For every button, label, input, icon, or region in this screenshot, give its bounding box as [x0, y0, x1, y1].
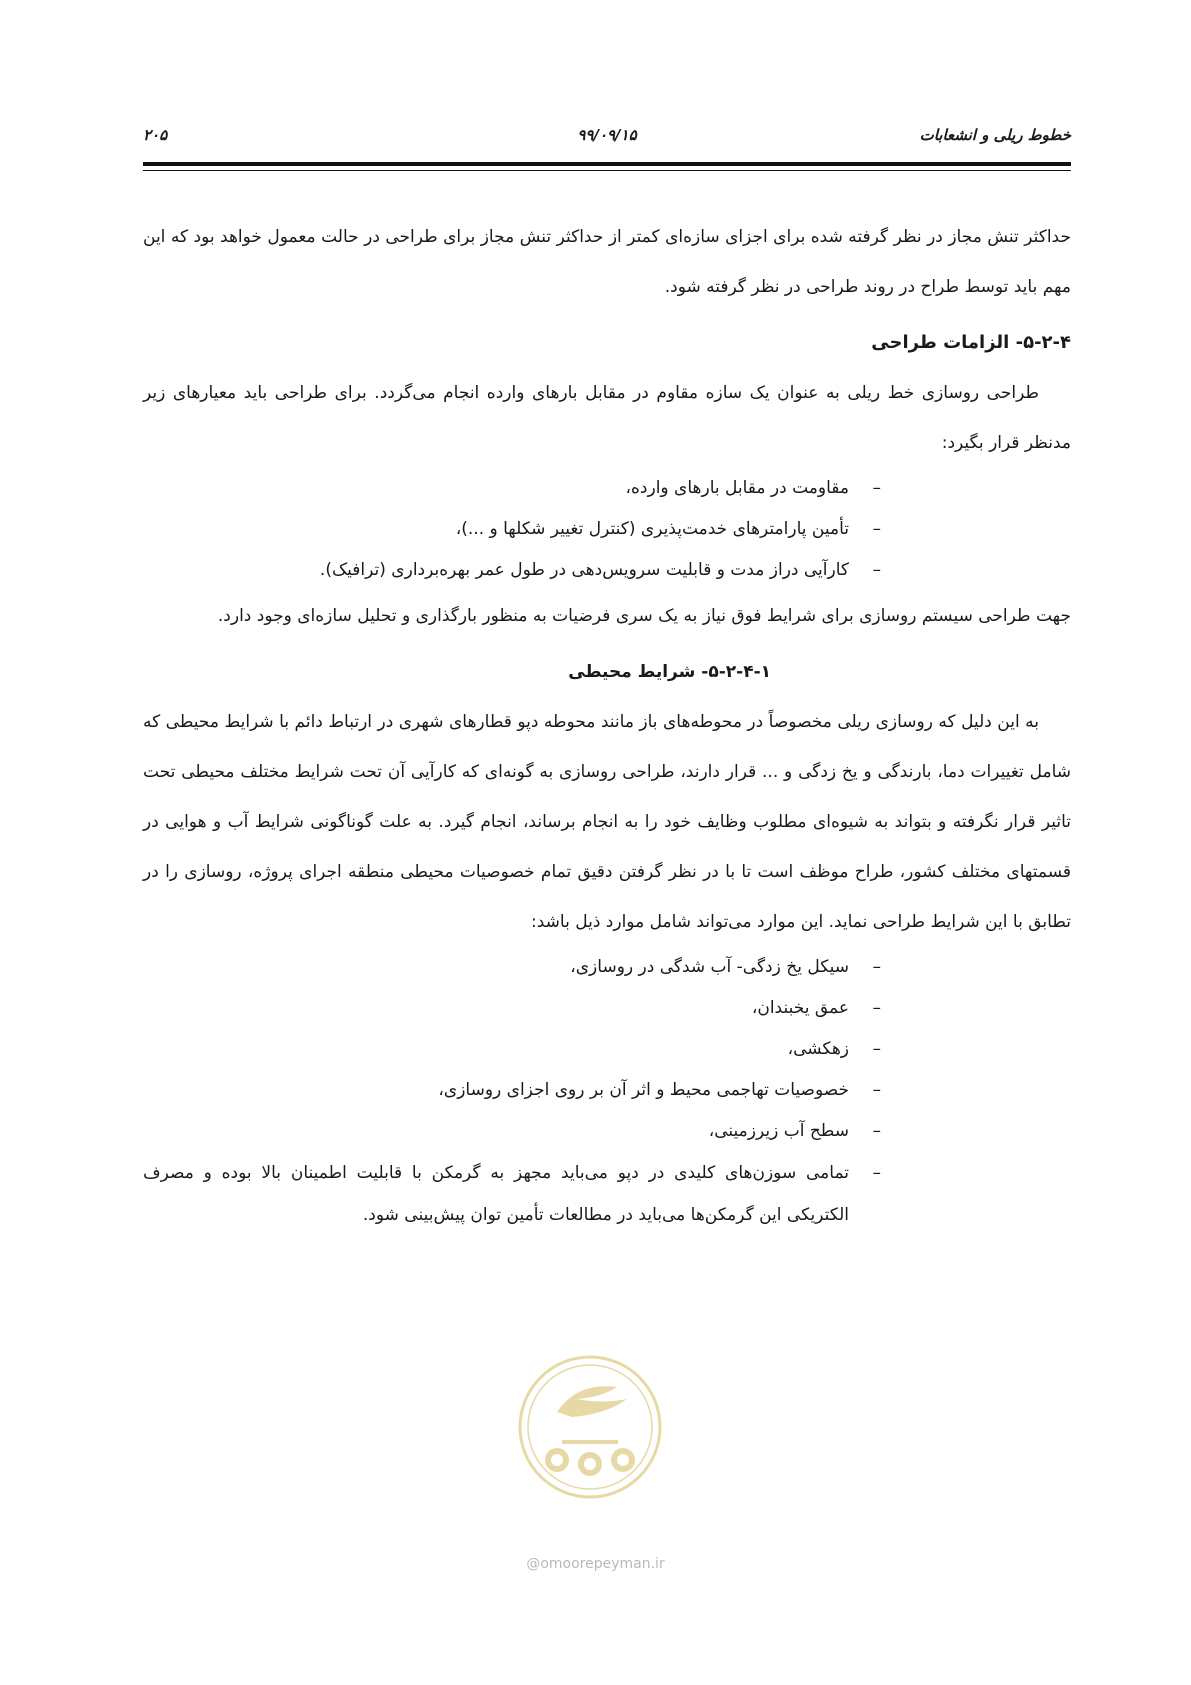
list-item: – تأمین پارامترهای خدمت‌پذیری (کنترل تغییر شکلها و ...)، [143, 509, 881, 550]
watermark-logo [502, 1352, 678, 1502]
header-rule-thick [143, 162, 1071, 166]
section-heading: ۵-۲-۴- الزامات طراحی [871, 332, 1071, 353]
page-number: ۲۰۵ [143, 126, 168, 144]
running-header [143, 126, 1071, 152]
subsection-paragraph: به این دلیل که روسازی ریلی مخصوصاً در محوطه‌های باز مانند محوطه دپو قطارهای شهری در ارتباط دائم با شرایط محیطی که شامل تغییرات دما، بارندگی و یخ زدگی و ... قرار دارند، طراحی روسازی به گونه‌ای که کارآیی آن تحت شرایط مختلف محیطی تحت تاثیر قرار نگرفته و بتواند به شیوه‌ای مطلوب وظایف خود را به انجام برساند، انجام گیرد. به علت گوناگونی شرایط آب و هوایی در قسمتهای مختلف کشور، طراح موظف است تا با در نظر گرفتن دقیق تمام خصوصیات محیطی منطقه اجرای پروژه، روسازی را در تطابق با این شرایط طراحی نماید. این موارد می‌تواند شامل موارد ذیل باشد: [143, 712, 1071, 932]
list-item: – کارآیی دراز مدت و قابلیت سرویس‌دهی در طول عمر بهره‌برداری (ترافیک). [143, 550, 881, 591]
requirements-list [143, 468, 1071, 591]
page-body [143, 212, 1071, 1236]
list-item: – عمق یخبندان، [143, 988, 881, 1029]
list-item: – مقاومت در مقابل بارهای وارده، [143, 468, 881, 509]
section-paragraph-2: جهت طراحی سیستم روسازی برای شرایط فوق نیاز به یک سری فرضیات به منظور بارگذاری و تحلیل سازه‌ای وجود دارد. [217, 606, 1071, 626]
list-item: – سطح آب زیرزمینی، [143, 1111, 881, 1152]
list-item: – سیکل یخ زدگی- آب شدگی در روسازی، [143, 947, 881, 988]
list-item: – زهکشی، [143, 1029, 881, 1070]
watermark-site: @omoorepeyman.ir [526, 1556, 665, 1572]
list-item: – خصوصیات تهاجمی محیط و اثر آن بر روی اجزای روسازی، [143, 1070, 881, 1111]
intro-paragraph: حداکثر تنش مجاز در نظر گرفته شده برای اجزای سازه‌ای کمتر از حداکثر تنش مجاز برای طراحی در حالت معمول خواهد بود که این مهم باید توسط طراح در روند طراحی در نظر گرفته شود. [143, 227, 1071, 297]
header-date: ۹۹/۰۹/۱۵ [577, 126, 637, 144]
book-title: خطوط ریلی و انشعابات [919, 126, 1071, 144]
list-item: – تمامی سوزن‌های کلیدی در دپو می‌باید مجهز به گرمکن با قابلیت اطمینان بالا بوده و مصرف الکتریکی این گرمکن‌ها می‌باید در مطالعات تأمین توان پیش‌بینی شود. [143, 1152, 881, 1236]
section-paragraph-1: طراحی روسازی خط ریلی به عنوان یک سازه مقاوم در مقابل بارهای وارده انجام می‌گردد. برای طراحی باید معیارهای زیر مدنظر قرار بگیرد: [143, 383, 1071, 453]
subsection-heading: ۵-۲-۴-۱- شرایط محیطی [568, 662, 771, 682]
environment-list [143, 947, 1071, 1236]
header-rule-thin [143, 170, 1071, 171]
